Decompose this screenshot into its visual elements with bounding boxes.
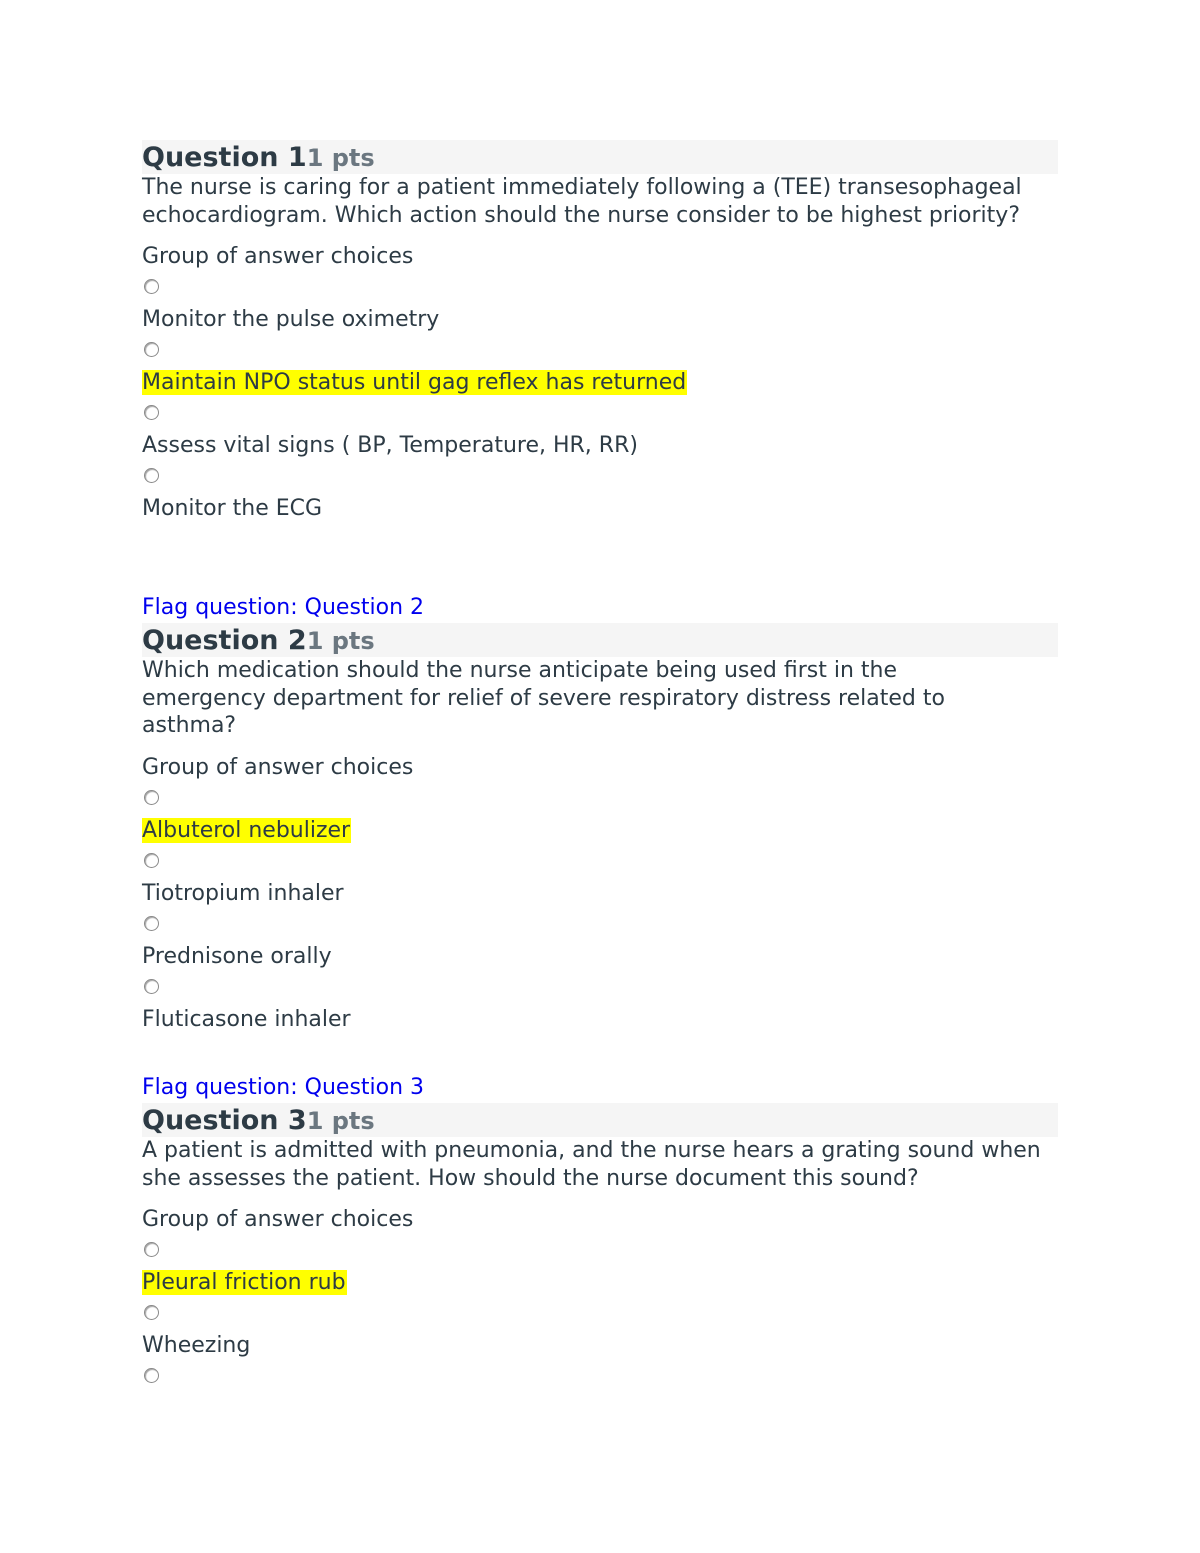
radio-button[interactable] (144, 405, 159, 420)
question-text: Which medication should the nurse anticipate being used first in the emergency department for relief of severe respiratory distress related to asthma? (142, 658, 945, 738)
question-text: The nurse is caring for a patient immediately following a (TEE) transesophageal echocardiogram. Which action should the nurse consider to be highest priority? (142, 175, 1022, 228)
answer-radio-row (142, 782, 1058, 817)
answer-option[interactable] (142, 306, 1058, 334)
answer-label-highlighted: Albuterol nebulizer (142, 817, 351, 843)
answer-radio-row (142, 1360, 1058, 1395)
question-3 (142, 1073, 1058, 1395)
answer-label-highlighted: Pleural friction rub (142, 1270, 346, 1295)
question-header (142, 1103, 1058, 1137)
answer-group-label: Group of answer choices (142, 754, 414, 780)
answer-radio-row (142, 397, 1058, 432)
answer-radio-row (142, 271, 1058, 306)
question-title: Question 3 (142, 1105, 307, 1136)
answer-radio-row (142, 334, 1058, 369)
flag-question-link[interactable]: Flag question: Question 2 (142, 595, 425, 620)
answer-option[interactable] (142, 943, 1058, 971)
answer-radio-row (142, 845, 1058, 880)
question-text: A patient is admitted with pneumonia, and the nurse hears a grating sound when she assesses the patient. How should the nurse document this sound? (142, 1138, 1041, 1191)
answer-option[interactable] (142, 817, 1058, 845)
question-points: 1 pts (306, 1107, 375, 1135)
answer-radio-row (142, 971, 1058, 1006)
question-points: 1 pts (306, 627, 375, 655)
question-title: Question 2 (142, 625, 307, 656)
answer-radio-row (142, 460, 1058, 495)
answer-option[interactable] (142, 1269, 1058, 1297)
answer-label: Wheezing (142, 1333, 251, 1358)
radio-button[interactable] (144, 790, 159, 805)
answer-label-highlighted: Maintain NPO status until gag reflex has returned (142, 370, 687, 395)
radio-button[interactable] (144, 1242, 159, 1257)
question-points: 1 pts (306, 144, 375, 172)
radio-button[interactable] (144, 1305, 159, 1320)
question-header (142, 623, 1058, 657)
answer-radio-row (142, 908, 1058, 943)
answer-label: Monitor the ECG (142, 496, 323, 521)
answer-label: Fluticasone inhaler (142, 1006, 351, 1032)
radio-button[interactable] (144, 916, 159, 931)
answer-label: Monitor the pulse oximetry (142, 307, 440, 332)
flag-question-link[interactable]: Flag question: Question 3 (142, 1075, 425, 1100)
answer-label: Tiotropium inhaler (142, 880, 344, 906)
question-header (142, 140, 1058, 174)
answer-option[interactable] (142, 369, 1058, 397)
radio-button[interactable] (144, 468, 159, 483)
question-2 (142, 593, 1058, 1034)
radio-button[interactable] (144, 342, 159, 357)
radio-button[interactable] (144, 979, 159, 994)
question-1 (142, 140, 1058, 523)
answer-label: Prednisone orally (142, 943, 332, 969)
answer-option[interactable] (142, 432, 1058, 460)
answer-radio-row (142, 1297, 1058, 1332)
answer-radio-row (142, 1234, 1058, 1269)
answer-option[interactable] (142, 495, 1058, 523)
answer-option[interactable] (142, 1332, 1058, 1360)
answer-group-label: Group of answer choices (142, 1207, 414, 1232)
answer-option[interactable] (142, 880, 1058, 908)
answer-label: Assess vital signs ( BP, Temperature, HR, RR) (142, 433, 638, 458)
radio-button[interactable] (144, 1368, 159, 1383)
answer-group-label: Group of answer choices (142, 244, 414, 269)
radio-button[interactable] (144, 279, 159, 294)
question-title: Question 1 (142, 142, 307, 173)
radio-button[interactable] (144, 853, 159, 868)
answer-option[interactable] (142, 1006, 1058, 1034)
